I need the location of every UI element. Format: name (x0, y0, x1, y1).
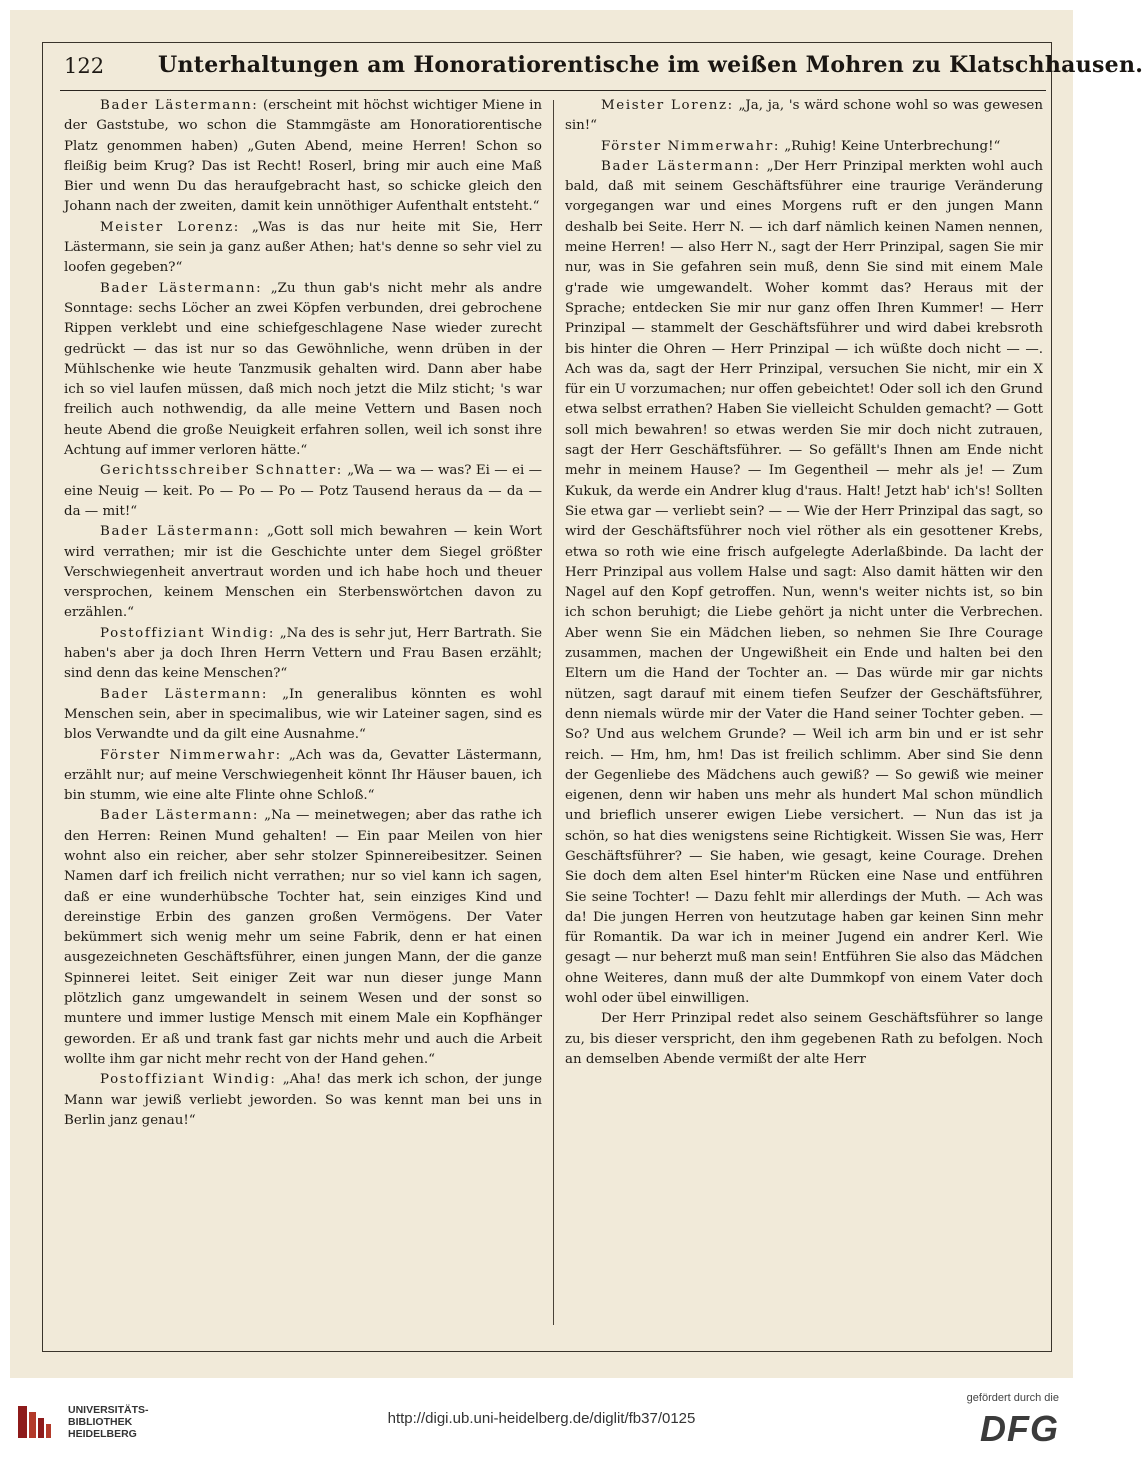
speaker: Förster Nimmerwahr: (601, 138, 780, 154)
permalink-url[interactable]: http://digi.ub.uni-heidelberg.de/diglit/fb37/0125 (387, 1410, 696, 1427)
speech: „Ja, ja, 's wärd schone wohl so was gewesen sin!“ (565, 98, 1043, 134)
paragraph (64, 96, 542, 218)
paragraph (64, 806, 542, 1070)
speech: „Wa — wa — was? Ei — ei — eine Neuig — keit. Po — Po — Po — Potz Tausend heraus da — da — da — mit!“ (64, 463, 542, 519)
speech: „Na des is sehr jut, Herr Bartrath. Sie haben's aber ja doch Ihren Herrn Vettern und Frau Basen erzählt; sind denn das keine Menschen?“ (64, 625, 543, 682)
library-name-line: UNIVERSITÄTS- (68, 1404, 149, 1416)
speaker: Bader Lästermann: (100, 686, 268, 702)
paragraph (565, 96, 1043, 137)
paragraph (64, 461, 542, 522)
speech: „Ruhig! Keine Unterbrechung!“ (784, 138, 1001, 154)
speaker: Bader Lästermann: (100, 98, 259, 113)
speaker: Bader Lästermann: (100, 280, 263, 296)
dfg-logo: DFG (980, 1408, 1059, 1449)
speaker: Meister Lorenz: (100, 219, 240, 235)
narration: Der Herr Prinzipal redet also seinem Geschäftsführer so lange zu, bis dieser verspricht, den ihm gegebenen Rath zu befolgen. Noch an demselben Abende vermißt der alte Herr (565, 1011, 1043, 1067)
paragraph (64, 1070, 542, 1131)
library-name-line: HEIDELBERG (68, 1428, 137, 1440)
speech: (erscheint mit höchst wichtiger Miene in der Gaststube, wo schon die Stammgäste am Honoratiorentische Platz genommen haben) „Guten Abend, meine Herren! Schon so fleißig beim Krug? Das ist Recht! Roserl, bring mir auch eine Maß Bier und wenn Du das heraufgebracht hast, so schicke gleich den Johann nach der zweiten, damit kein unnöthiger Aufenthalt entsteht.“ (64, 98, 542, 215)
speaker: Bader Lästermann: (601, 158, 761, 174)
paragraph (64, 624, 542, 685)
paragraph (64, 218, 542, 279)
paragraph (64, 746, 542, 807)
speech: „Ach was da, Gevatter Lästermann, erzählt nur; auf meine Verschwiegenheit könnt Ihr Häuser bauen, ich bin stumm, wie eine alte Flinte ohne Schloß.“ (64, 747, 542, 804)
paragraph (565, 157, 1043, 1009)
speech: „Gott soll mich bewahren — kein Wort wird verrathen; mir ist die Geschichte unter dem Siegel größter Verschwiegenheit anvertraut worden und ich habe hoch und theuer versprochen, keinem Menschen ein Sterbenswörtchen davon zu erzählen.“ (64, 524, 542, 621)
speech: „In generalibus könnten es wohl Menschen sein, aber in specimalibus, wie wir Lateiner sagen, sind es blos Verwandte und da gilt eine Ausnahme.“ (64, 686, 542, 743)
column-divider (553, 100, 554, 1325)
speech: „Der Herr Prinzipal merkten wohl auch bald, daß mit seinem Geschäftsführer eine traurige Veränderung vorgegangen war und eines Morgens ruft er den jungen Mann deshalb bei Seite. Herr N. — ich darf nämlich keinen Namen nennen, meine Herren! — also Herr N., sagt der Herr Prinzipal, sagen Sie mir nur, was in Sie gefahren sein muß, denn Sie sind mit einem Male g'rade wie umgewandelt. Woher kommt das? Heraus mit der Sprache; entdecken Sie mir nur ganz offen Ihren Kummer! — Herr Prinzipal — stammelt der Geschäftsführer und wird dabei krebsroth bis hinter die Ohren — Herr Prinzipal — ich wüßte doch nicht — —. Ach was da, sagt der Herr Prinzipal, versuchen Sie nicht, mir ein X für ein U vorzumachen; nur offen gebeichtet! Oder soll ich den Grund etwa selbst errathen? Haben Sie vielleicht Schulden gemacht? — Gott soll mich bewahren! so etwas werden Sie mir doch nicht zutrauen, sagt der Herr Geschäftsführer. — So gefällt's Ihnen am Ende nicht mehr in meinem Hause? — Im Gegentheil — mehr als je! — Zum Kukuk, da werde ein Andrer klug d'raus. Halt! Jetzt hab' ich's! Sollten Sie etwa gar — verliebt sein? — — Wie der Herr Prinzipal das sagt, so wird der Geschäftsführer noch viel röther als ein gesottener Krebs, etwa so roth wie eine frisch aufgelegte Aderlaßbinde. Da lacht der Herr Prinzipal aus vollem Halse und sagt: Also damit hätten wir den Nagel auf den Kopf getroffen. Nun, wenn's weiter nichts ist, so bin ich schon beruhigt; die Liebe gehört ja nicht unter die Verbrechen. Aber wenn Sie ein Mädchen lieben, so nehmen Sie Ihre Courage zusammen, machen der Ungewißheit ein Ende und halten bei den Eltern um die Hand der Tochter an. — Das würde mir gar nichts nützen, sagt darauf mit einem tiefen Seufzer der Geschäftsführer, denn niemals würde mir der Vater die Hand seiner Tochter geben. — So? Und aus welchem Grunde? — Weil ich arm bin und er ist sehr reich. — Hm, hm, hm! Das ist freilich schlimm. Aber sind Sie denn der Gegenliebe des Mädchens auch gewiß? — So gewiß wie meiner eigenen, denn wir haben uns mehr als hundert Mal schon mündlich und brieflich unserer ewigen Liebe versichert. — Nun das ist ja schön, so hat dies wenigstens seine Richtigkeit. Wissen Sie was, Herr Geschäftsführer? — Sie haben, wie gesagt, keine Courage. Drehen Sie doch dem alten Esel hinter'm Rücken eine Nase und entführen Sie seine Tochter! — Dazu fehlt mir allerdings der Muth. — Ach was da! Die jungen Herren von heutzutage haben gar keinen Sinn mehr für Romantik. Da war ich in meiner Jugend ein andrer Kerl. Wie gesagt — nur beherzt muß man sein! Entführen Sie also das Mädchen ohne Weiteres, dann muß der alte Dummkopf von einem Vater doch wohl oder übel einwilligen. (565, 158, 1043, 1007)
funding-note: gefördert durch die (966, 1392, 1059, 1404)
speaker: Postoffiziant Windig: (100, 1072, 277, 1088)
paragraph (565, 137, 1043, 157)
speech: „Aha! das merk ich schon, der junge Mann war jewiß verliebt jeworden. So was kennt man bei uns in Berlin janz genau!“ (64, 1072, 542, 1128)
speaker: Postoffiziant Windig: (100, 625, 276, 641)
viewer-footer (0, 1380, 1083, 1460)
speaker: Bader Lästermann: (100, 808, 259, 824)
header-rule (60, 90, 1046, 91)
speaker: Meister Lorenz: (601, 98, 734, 113)
scanned-page (10, 10, 1143, 1378)
speaker: Bader Lästermann: (100, 524, 261, 540)
speech: „Na — meinetwegen; aber das rathe ich den Herren: Reinen Mund gehalten! — Ein paar Meilen von hier wohnt also ein reicher, aber sehr stolzer Spinnereibesitzer. Seinen Namen darf ich freilich nicht verrathen; nur so viel kann ich sagen, daß er eine wunderhübsche Tochter hat, sein einziges Kind und dereinstige Erbin des ganzen großen Vermögens. Der Vater bekümmert sich wenig mehr um seine Fabrik, denn er hat einen ausgezeichneten Geschäftsführer, einen jungen Mann, der die ganze Spinnerei leitet. Seit einiger Zeit war nun dieser junge Mann plötzlich ganz umgewandelt in seinem Wesen und der sonst so muntere und immer lustige Mensch mit einem Male ein Kopfhänger geworden. Er aß und trank fast gar nichts mehr und auch die Arbeit wollte ihm gar nicht mehr recht von der Hand gehen.“ (64, 808, 543, 1067)
page-number: 122 (64, 54, 105, 78)
speech: „Zu thun gab's nicht mehr als andre Sonntage: sechs Löcher an zwei Köpfen verbunden, drei gebrochene Rippen verklebt und eine schiefgeschlagene Nase wieder zurecht gedrückt — das ist nur so das Gewöhnliche, wenn drüben in der Mühlschenke wie heute Tanzmusik gehalten wird. Dann aber habe ich so viel laufen müssen, daß mich noch jetzt die Milz sticht; 's war freilich auch nothwendig, da alle meine Vettern und Basen noch heute Abend die große Neuigkeit erfahren sollen, weil ich sonst ihre Achtung auf immer verloren hätte.“ (64, 280, 542, 459)
paragraph (64, 685, 542, 746)
paragraph (64, 279, 542, 462)
library-name-line: BIBLIOTHEK (68, 1416, 133, 1428)
right-column (565, 96, 1043, 1324)
paragraph (64, 522, 542, 623)
speaker: Förster Nimmerwahr: (100, 747, 282, 763)
speaker: Gerichtsschreiber Schnatter: (100, 463, 343, 479)
paragraph (565, 1009, 1043, 1070)
running-title: Unterhaltungen am Honoratiorentische im weißen Mohren zu Klatschhausen. (158, 52, 1143, 78)
speech: „Was is das nur heite mit Sie, Herr Lästermann, sie sein ja ganz außer Athen; hat's denne so sehr viel zu loofen gegeben?“ (64, 219, 543, 276)
left-column (64, 96, 542, 1324)
